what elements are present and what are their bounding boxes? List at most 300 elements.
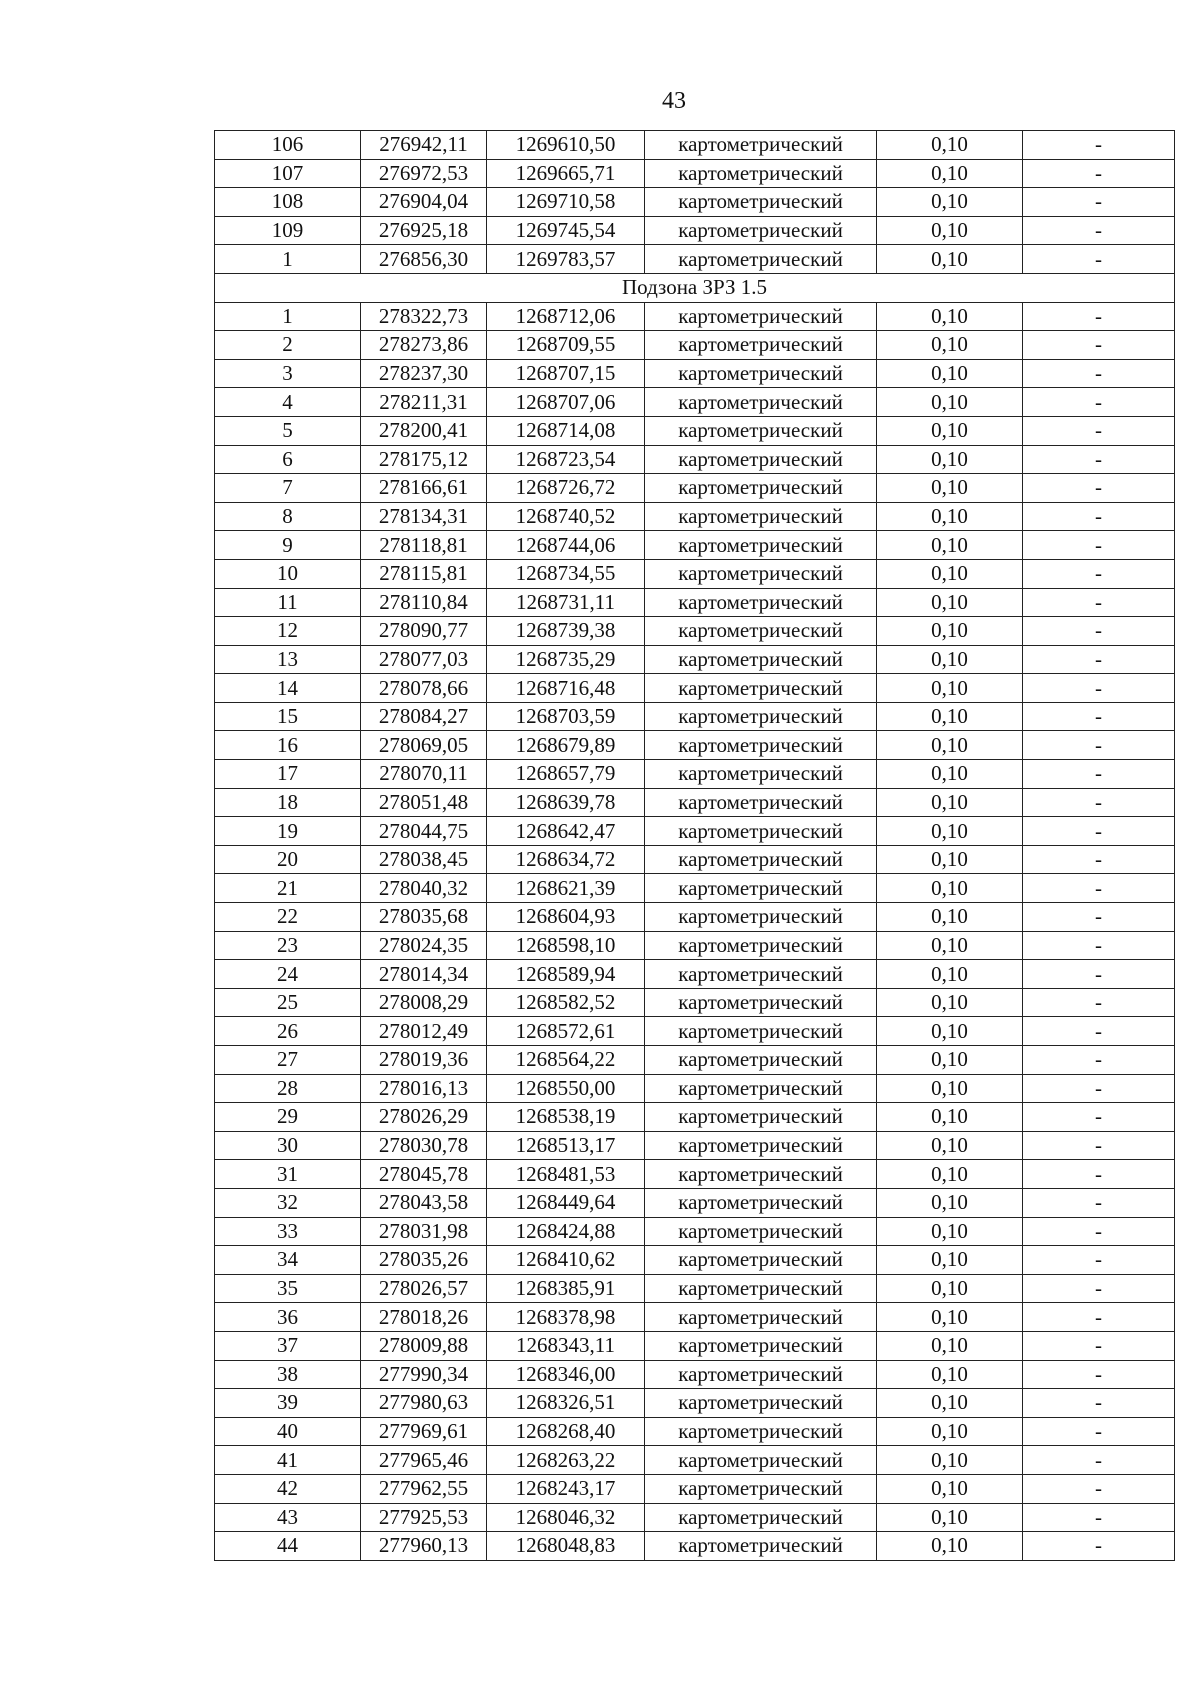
note-cell: -	[1023, 760, 1175, 789]
point-number-cell: 15	[215, 702, 361, 731]
x-coordinate-cell: 278026,29	[361, 1103, 487, 1132]
accuracy-cell: 0,10	[877, 1046, 1023, 1075]
method-cell: картометрический	[645, 1274, 877, 1303]
y-coordinate-cell: 1268744,06	[487, 531, 645, 560]
table-row	[215, 1532, 1175, 1561]
x-coordinate-cell: 278035,26	[361, 1246, 487, 1275]
table-row	[215, 1160, 1175, 1189]
table-row	[215, 617, 1175, 646]
accuracy-cell: 0,10	[877, 1103, 1023, 1132]
accuracy-cell: 0,10	[877, 531, 1023, 560]
point-number-cell: 24	[215, 960, 361, 989]
method-cell: картометрический	[645, 1532, 877, 1561]
accuracy-cell: 0,10	[877, 559, 1023, 588]
table-row	[215, 1103, 1175, 1132]
accuracy-cell: 0,10	[877, 1532, 1023, 1561]
x-coordinate-cell: 278043,58	[361, 1188, 487, 1217]
y-coordinate-cell: 1269745,54	[487, 216, 645, 245]
method-cell: картометрический	[645, 988, 877, 1017]
point-number-cell: 106	[215, 131, 361, 160]
y-coordinate-cell: 1268642,47	[487, 817, 645, 846]
accuracy-cell: 0,10	[877, 817, 1023, 846]
x-coordinate-cell: 278040,32	[361, 874, 487, 903]
x-coordinate-cell: 277960,13	[361, 1532, 487, 1561]
point-number-cell: 7	[215, 474, 361, 503]
y-coordinate-cell: 1268048,83	[487, 1532, 645, 1561]
note-cell: -	[1023, 245, 1175, 274]
note-cell: -	[1023, 1474, 1175, 1503]
method-cell: картометрический	[645, 1331, 877, 1360]
point-number-cell: 6	[215, 445, 361, 474]
y-coordinate-cell: 1269783,57	[487, 245, 645, 274]
point-number-cell: 21	[215, 874, 361, 903]
method-cell: картометрический	[645, 674, 877, 703]
note-cell: -	[1023, 388, 1175, 417]
x-coordinate-cell: 277969,61	[361, 1417, 487, 1446]
note-cell: -	[1023, 702, 1175, 731]
point-number-cell: 43	[215, 1503, 361, 1532]
method-cell: картометрический	[645, 731, 877, 760]
accuracy-cell: 0,10	[877, 359, 1023, 388]
point-number-cell: 30	[215, 1131, 361, 1160]
note-cell: -	[1023, 903, 1175, 932]
note-cell: -	[1023, 588, 1175, 617]
method-cell: картометрический	[645, 131, 877, 160]
y-coordinate-cell: 1268657,79	[487, 760, 645, 789]
note-cell: -	[1023, 559, 1175, 588]
table-row	[215, 960, 1175, 989]
accuracy-cell: 0,10	[877, 245, 1023, 274]
note-cell: -	[1023, 531, 1175, 560]
table-row	[215, 1503, 1175, 1532]
x-coordinate-cell: 278166,61	[361, 474, 487, 503]
accuracy-cell: 0,10	[877, 1217, 1023, 1246]
y-coordinate-cell: 1268714,08	[487, 416, 645, 445]
method-cell: картометрический	[645, 159, 877, 188]
x-coordinate-cell: 278038,45	[361, 845, 487, 874]
method-cell: картометрический	[645, 1017, 877, 1046]
method-cell: картометрический	[645, 1389, 877, 1418]
y-coordinate-cell: 1268740,52	[487, 502, 645, 531]
note-cell: -	[1023, 1017, 1175, 1046]
x-coordinate-cell: 276904,04	[361, 188, 487, 217]
point-number-cell: 38	[215, 1360, 361, 1389]
accuracy-cell: 0,10	[877, 1446, 1023, 1475]
note-cell: -	[1023, 845, 1175, 874]
y-coordinate-cell: 1269710,58	[487, 188, 645, 217]
accuracy-cell: 0,10	[877, 960, 1023, 989]
y-coordinate-cell: 1268046,32	[487, 1503, 645, 1532]
table-row	[215, 760, 1175, 789]
note-cell: -	[1023, 617, 1175, 646]
y-coordinate-cell: 1268410,62	[487, 1246, 645, 1275]
note-cell: -	[1023, 1331, 1175, 1360]
accuracy-cell: 0,10	[877, 416, 1023, 445]
note-cell: -	[1023, 674, 1175, 703]
accuracy-cell: 0,10	[877, 1131, 1023, 1160]
point-number-cell: 17	[215, 760, 361, 789]
table-row	[215, 1046, 1175, 1075]
method-cell: картометрический	[645, 359, 877, 388]
accuracy-cell: 0,10	[877, 988, 1023, 1017]
note-cell: -	[1023, 1217, 1175, 1246]
note-cell: -	[1023, 502, 1175, 531]
point-number-cell: 23	[215, 931, 361, 960]
y-coordinate-cell: 1268449,64	[487, 1188, 645, 1217]
note-cell: -	[1023, 1246, 1175, 1275]
point-number-cell: 2	[215, 331, 361, 360]
note-cell: -	[1023, 1188, 1175, 1217]
accuracy-cell: 0,10	[877, 1303, 1023, 1332]
point-number-cell: 19	[215, 817, 361, 846]
accuracy-cell: 0,10	[877, 903, 1023, 932]
y-coordinate-cell: 1268709,55	[487, 331, 645, 360]
accuracy-cell: 0,10	[877, 1389, 1023, 1418]
method-cell: картометрический	[645, 1503, 877, 1532]
accuracy-cell: 0,10	[877, 331, 1023, 360]
accuracy-cell: 0,10	[877, 1503, 1023, 1532]
method-cell: картометрический	[645, 474, 877, 503]
table-row	[215, 359, 1175, 388]
x-coordinate-cell: 278016,13	[361, 1074, 487, 1103]
note-cell: -	[1023, 817, 1175, 846]
table-row	[215, 245, 1175, 274]
note-cell: -	[1023, 1417, 1175, 1446]
method-cell: картометрический	[645, 702, 877, 731]
note-cell: -	[1023, 1046, 1175, 1075]
section-header-body	[215, 273, 1175, 302]
method-cell: картометрический	[645, 1246, 877, 1275]
point-number-cell: 29	[215, 1103, 361, 1132]
point-number-cell: 107	[215, 159, 361, 188]
method-cell: картометрический	[645, 1474, 877, 1503]
table-row	[215, 702, 1175, 731]
x-coordinate-cell: 276856,30	[361, 245, 487, 274]
method-cell: картометрический	[645, 931, 877, 960]
note-cell: -	[1023, 874, 1175, 903]
note-cell: -	[1023, 359, 1175, 388]
method-cell: картометрический	[645, 1360, 877, 1389]
accuracy-cell: 0,10	[877, 931, 1023, 960]
accuracy-cell: 0,10	[877, 760, 1023, 789]
accuracy-cell: 0,10	[877, 474, 1023, 503]
point-number-cell: 27	[215, 1046, 361, 1075]
accuracy-cell: 0,10	[877, 302, 1023, 331]
page-number: 43	[662, 88, 686, 114]
x-coordinate-cell: 278273,86	[361, 331, 487, 360]
y-coordinate-cell: 1268385,91	[487, 1274, 645, 1303]
method-cell: картометрический	[645, 331, 877, 360]
accuracy-cell: 0,10	[877, 1331, 1023, 1360]
point-number-cell: 35	[215, 1274, 361, 1303]
method-cell: картометрический	[645, 1074, 877, 1103]
note-cell: -	[1023, 131, 1175, 160]
method-cell: картометрический	[645, 845, 877, 874]
x-coordinate-cell: 278322,73	[361, 302, 487, 331]
point-number-cell: 1	[215, 245, 361, 274]
table-row	[215, 788, 1175, 817]
method-cell: картометрический	[645, 531, 877, 560]
point-number-cell: 14	[215, 674, 361, 703]
point-number-cell: 5	[215, 416, 361, 445]
method-cell: картометрический	[645, 760, 877, 789]
accuracy-cell: 0,10	[877, 1474, 1023, 1503]
point-number-cell: 26	[215, 1017, 361, 1046]
point-number-cell: 8	[215, 502, 361, 531]
y-coordinate-cell: 1268268,40	[487, 1417, 645, 1446]
y-coordinate-cell: 1268550,00	[487, 1074, 645, 1103]
table-row	[215, 1188, 1175, 1217]
accuracy-cell: 0,10	[877, 674, 1023, 703]
accuracy-cell: 0,10	[877, 131, 1023, 160]
method-cell: картометрический	[645, 645, 877, 674]
coordinates-table	[214, 130, 1175, 1561]
x-coordinate-cell: 278044,75	[361, 817, 487, 846]
accuracy-cell: 0,10	[877, 502, 1023, 531]
note-cell: -	[1023, 960, 1175, 989]
method-cell: картометрический	[645, 445, 877, 474]
table-row	[215, 1303, 1175, 1332]
table-row	[215, 1017, 1175, 1046]
y-coordinate-cell: 1268378,98	[487, 1303, 645, 1332]
x-coordinate-cell: 278175,12	[361, 445, 487, 474]
note-cell: -	[1023, 645, 1175, 674]
table-row	[215, 1360, 1175, 1389]
y-coordinate-cell: 1269610,50	[487, 131, 645, 160]
x-coordinate-cell: 278090,77	[361, 617, 487, 646]
y-coordinate-cell: 1268734,55	[487, 559, 645, 588]
table-row	[215, 216, 1175, 245]
x-coordinate-cell: 276942,11	[361, 131, 487, 160]
y-coordinate-cell: 1268703,59	[487, 702, 645, 731]
table-row	[215, 1246, 1175, 1275]
point-number-cell: 16	[215, 731, 361, 760]
note-cell: -	[1023, 1532, 1175, 1561]
y-coordinate-cell: 1268243,17	[487, 1474, 645, 1503]
note-cell: -	[1023, 416, 1175, 445]
note-cell: -	[1023, 1303, 1175, 1332]
y-coordinate-cell: 1268589,94	[487, 960, 645, 989]
method-cell: картометрический	[645, 559, 877, 588]
table-body-section	[215, 302, 1175, 1560]
x-coordinate-cell: 278008,29	[361, 988, 487, 1017]
table-row	[215, 474, 1175, 503]
method-cell: картометрический	[645, 1046, 877, 1075]
accuracy-cell: 0,10	[877, 1017, 1023, 1046]
note-cell: -	[1023, 159, 1175, 188]
x-coordinate-cell: 278018,26	[361, 1303, 487, 1332]
accuracy-cell: 0,10	[877, 1188, 1023, 1217]
y-coordinate-cell: 1268564,22	[487, 1046, 645, 1075]
accuracy-cell: 0,10	[877, 1074, 1023, 1103]
section-title: Подзона ЗРЗ 1.5	[215, 273, 1175, 302]
x-coordinate-cell: 277980,63	[361, 1389, 487, 1418]
note-cell: -	[1023, 188, 1175, 217]
point-number-cell: 22	[215, 903, 361, 932]
table-row	[215, 416, 1175, 445]
y-coordinate-cell: 1268621,39	[487, 874, 645, 903]
x-coordinate-cell: 276972,53	[361, 159, 487, 188]
method-cell: картометрический	[645, 245, 877, 274]
table-row	[215, 874, 1175, 903]
table-row	[215, 903, 1175, 932]
table-row	[215, 445, 1175, 474]
accuracy-cell: 0,10	[877, 617, 1023, 646]
note-cell: -	[1023, 445, 1175, 474]
table-row	[215, 188, 1175, 217]
table-row	[215, 159, 1175, 188]
method-cell: картометрический	[645, 216, 877, 245]
x-coordinate-cell: 278110,84	[361, 588, 487, 617]
accuracy-cell: 0,10	[877, 1360, 1023, 1389]
point-number-cell: 12	[215, 617, 361, 646]
method-cell: картометрический	[645, 903, 877, 932]
table-row	[215, 817, 1175, 846]
x-coordinate-cell: 278211,31	[361, 388, 487, 417]
table-row	[215, 931, 1175, 960]
point-number-cell: 31	[215, 1160, 361, 1189]
y-coordinate-cell: 1268343,11	[487, 1331, 645, 1360]
method-cell: картометрический	[645, 1131, 877, 1160]
method-cell: картометрический	[645, 617, 877, 646]
method-cell: картометрический	[645, 1303, 877, 1332]
table-row	[215, 331, 1175, 360]
y-coordinate-cell: 1268723,54	[487, 445, 645, 474]
table-row	[215, 645, 1175, 674]
table-row	[215, 845, 1175, 874]
y-coordinate-cell: 1268679,89	[487, 731, 645, 760]
accuracy-cell: 0,10	[877, 702, 1023, 731]
note-cell: -	[1023, 216, 1175, 245]
table-row	[215, 1274, 1175, 1303]
table-row	[215, 731, 1175, 760]
point-number-cell: 109	[215, 216, 361, 245]
y-coordinate-cell: 1268424,88	[487, 1217, 645, 1246]
table-row	[215, 531, 1175, 560]
accuracy-cell: 0,10	[877, 788, 1023, 817]
note-cell: -	[1023, 788, 1175, 817]
y-coordinate-cell: 1268712,06	[487, 302, 645, 331]
table-row	[215, 131, 1175, 160]
point-number-cell: 33	[215, 1217, 361, 1246]
note-cell: -	[1023, 1074, 1175, 1103]
x-coordinate-cell: 277990,34	[361, 1360, 487, 1389]
x-coordinate-cell: 278115,81	[361, 559, 487, 588]
method-cell: картометрический	[645, 588, 877, 617]
method-cell: картометрический	[645, 1446, 877, 1475]
x-coordinate-cell: 278118,81	[361, 531, 487, 560]
point-number-cell: 3	[215, 359, 361, 388]
point-number-cell: 4	[215, 388, 361, 417]
method-cell: картометрический	[645, 817, 877, 846]
point-number-cell: 36	[215, 1303, 361, 1332]
y-coordinate-cell: 1268639,78	[487, 788, 645, 817]
x-coordinate-cell: 278026,57	[361, 1274, 487, 1303]
accuracy-cell: 0,10	[877, 645, 1023, 674]
note-cell: -	[1023, 331, 1175, 360]
table-row	[215, 1074, 1175, 1103]
x-coordinate-cell: 278012,49	[361, 1017, 487, 1046]
method-cell: картометрический	[645, 788, 877, 817]
table-row	[215, 588, 1175, 617]
point-number-cell: 42	[215, 1474, 361, 1503]
x-coordinate-cell: 276925,18	[361, 216, 487, 245]
table-row	[215, 674, 1175, 703]
accuracy-cell: 0,10	[877, 159, 1023, 188]
point-number-cell: 1	[215, 302, 361, 331]
point-number-cell: 34	[215, 1246, 361, 1275]
x-coordinate-cell: 278078,66	[361, 674, 487, 703]
method-cell: картометрический	[645, 302, 877, 331]
point-number-cell: 40	[215, 1417, 361, 1446]
y-coordinate-cell: 1268731,11	[487, 588, 645, 617]
x-coordinate-cell: 278237,30	[361, 359, 487, 388]
x-coordinate-cell: 278070,11	[361, 760, 487, 789]
table-row	[215, 302, 1175, 331]
point-number-cell: 41	[215, 1446, 361, 1475]
accuracy-cell: 0,10	[877, 216, 1023, 245]
x-coordinate-cell: 278069,05	[361, 731, 487, 760]
accuracy-cell: 0,10	[877, 1417, 1023, 1446]
point-number-cell: 108	[215, 188, 361, 217]
y-coordinate-cell: 1268707,15	[487, 359, 645, 388]
x-coordinate-cell: 278014,34	[361, 960, 487, 989]
section-header-row	[215, 273, 1175, 302]
point-number-cell: 11	[215, 588, 361, 617]
point-number-cell: 25	[215, 988, 361, 1017]
y-coordinate-cell: 1268735,29	[487, 645, 645, 674]
x-coordinate-cell: 278200,41	[361, 416, 487, 445]
point-number-cell: 20	[215, 845, 361, 874]
y-coordinate-cell: 1268513,17	[487, 1131, 645, 1160]
note-cell: -	[1023, 988, 1175, 1017]
y-coordinate-cell: 1268326,51	[487, 1389, 645, 1418]
note-cell: -	[1023, 1389, 1175, 1418]
note-cell: -	[1023, 1160, 1175, 1189]
x-coordinate-cell: 278031,98	[361, 1217, 487, 1246]
x-coordinate-cell: 277962,55	[361, 1474, 487, 1503]
x-coordinate-cell: 278024,35	[361, 931, 487, 960]
x-coordinate-cell: 277965,46	[361, 1446, 487, 1475]
table-body-top	[215, 131, 1175, 274]
method-cell: картометрический	[645, 1417, 877, 1446]
y-coordinate-cell: 1268739,38	[487, 617, 645, 646]
y-coordinate-cell: 1269665,71	[487, 159, 645, 188]
y-coordinate-cell: 1268538,19	[487, 1103, 645, 1132]
note-cell: -	[1023, 1103, 1175, 1132]
table-row	[215, 988, 1175, 1017]
x-coordinate-cell: 278084,27	[361, 702, 487, 731]
y-coordinate-cell: 1268604,93	[487, 903, 645, 932]
table-row	[215, 1389, 1175, 1418]
table-row	[215, 1417, 1175, 1446]
x-coordinate-cell: 278009,88	[361, 1331, 487, 1360]
y-coordinate-cell: 1268263,22	[487, 1446, 645, 1475]
accuracy-cell: 0,10	[877, 1160, 1023, 1189]
y-coordinate-cell: 1268726,72	[487, 474, 645, 503]
accuracy-cell: 0,10	[877, 874, 1023, 903]
table-row	[215, 1331, 1175, 1360]
accuracy-cell: 0,10	[877, 1274, 1023, 1303]
table-row	[215, 1217, 1175, 1246]
accuracy-cell: 0,10	[877, 188, 1023, 217]
x-coordinate-cell: 278019,36	[361, 1046, 487, 1075]
x-coordinate-cell: 278077,03	[361, 645, 487, 674]
note-cell: -	[1023, 1446, 1175, 1475]
method-cell: картометрический	[645, 1188, 877, 1217]
x-coordinate-cell: 278035,68	[361, 903, 487, 932]
x-coordinate-cell: 277925,53	[361, 1503, 487, 1532]
